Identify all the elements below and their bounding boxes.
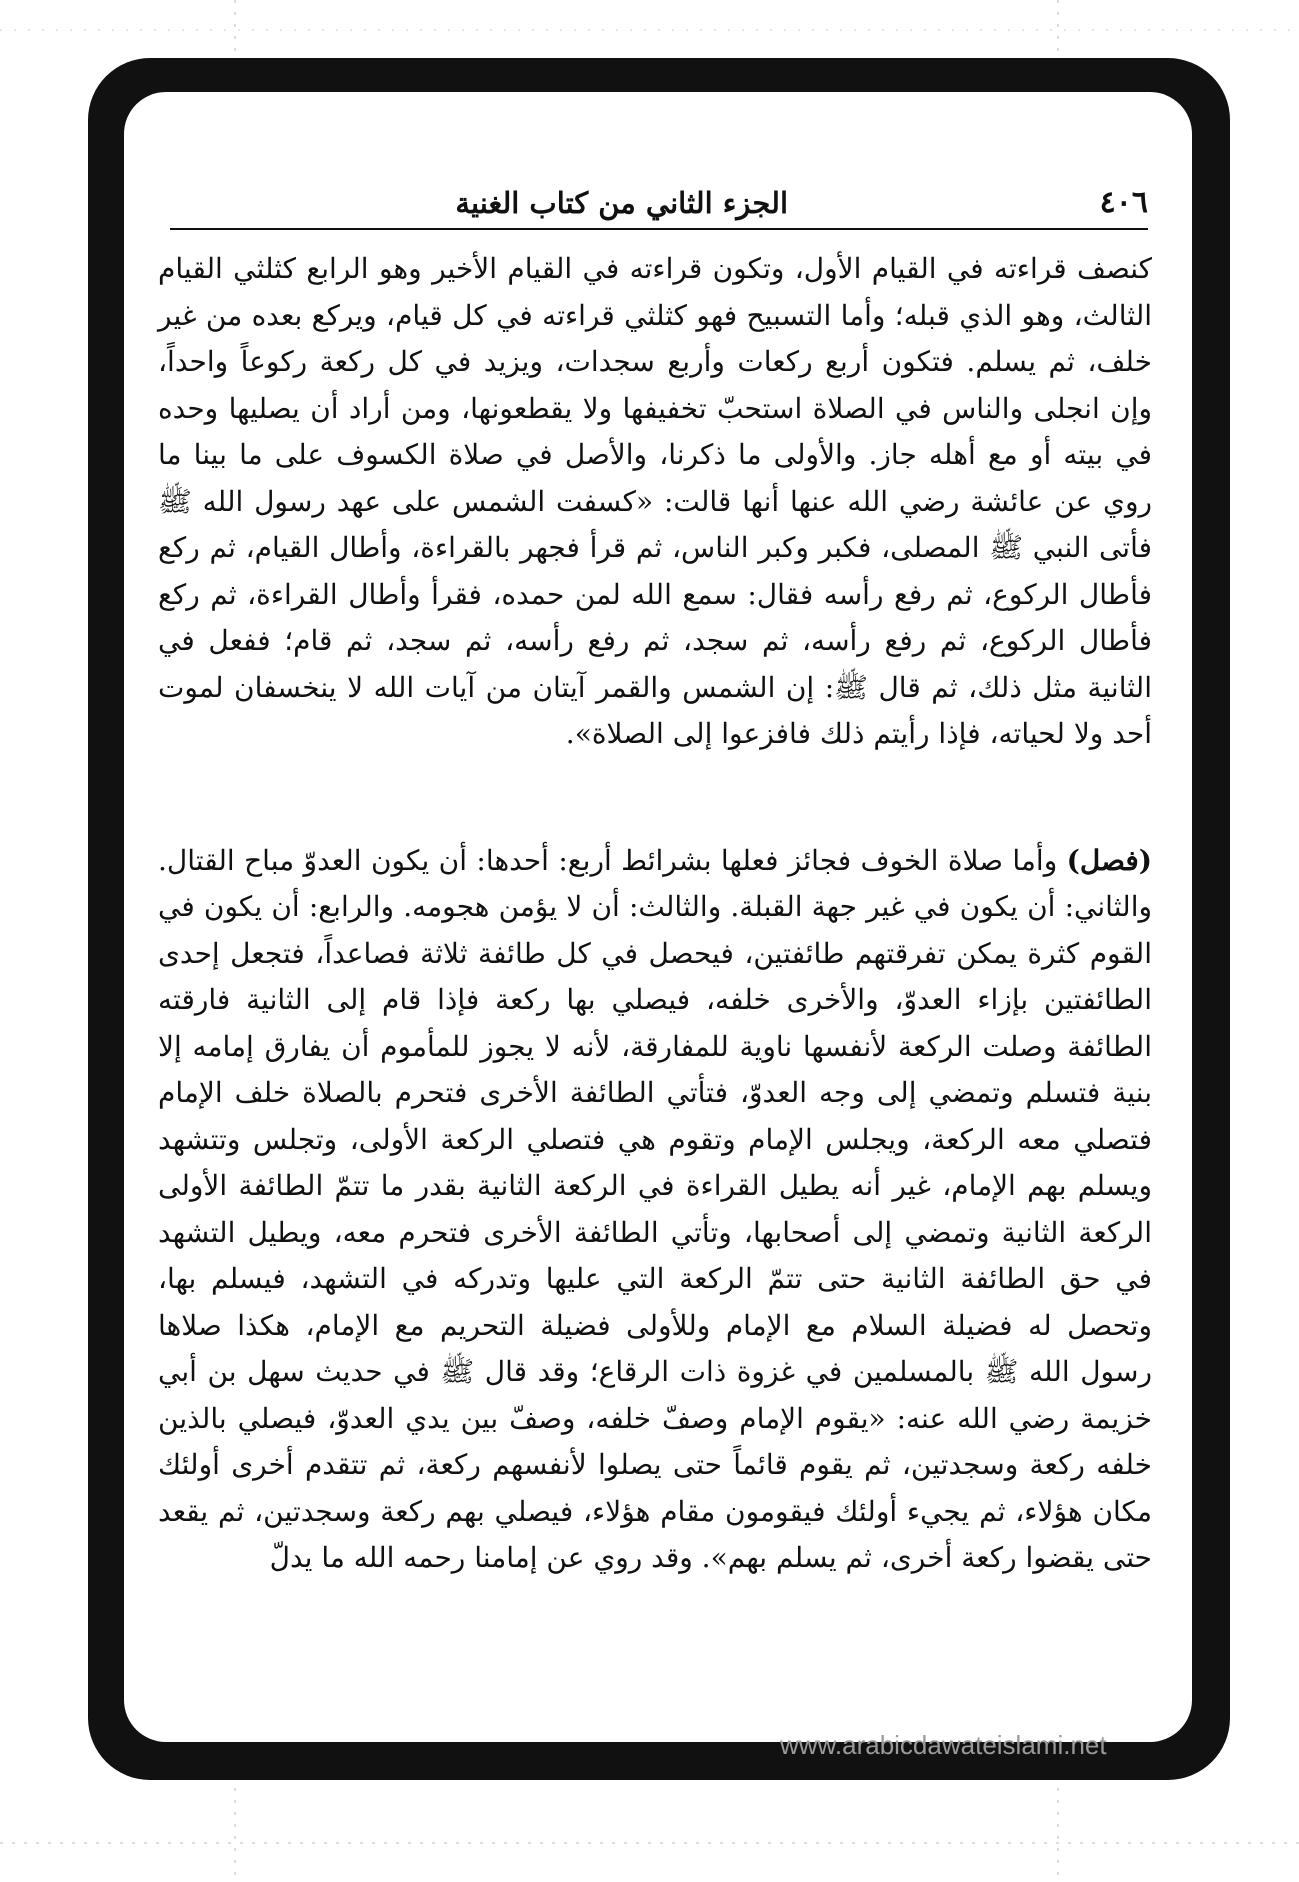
paragraph-fear-prayer	[158, 838, 1152, 1582]
page-number: ٤٠٦	[1099, 185, 1148, 220]
body-text	[158, 246, 1152, 1582]
running-title: الجزء الثاني من كتاب الغنية	[455, 186, 788, 220]
paragraph-fear-prayer-text: وأما صلاة الخوف فجائز فعلها بشرائط أربع: أحدها: أن يكون العدوّ مباح القتال. والثاني: أن يكون في غير جهة القبلة. والثالث: أن لا يؤمن هجومه. والرابع: أن يكون في القوم كثرة يمكن تفرقتهم طائفتين، فيحصل في كل طائفة ثلاثة فصاعداً، فتجعل إحدى الطائفتين بإزاء العدوّ، والأخرى خلفه، فيصلي بها ركعة فإذا قام إلى الثانية فارقته الطائفة وصلت الركعة لأنفسها ناوية للمفارقة، لأنه لا يجوز للمأموم أن يفارق إمامه إلا بنية فتسلم وتمضي إلى وجه العدوّ، فتأتي الطائفة الأخرى فتحرم بالصلاة خلف الإمام فتصلي معه الركعة، ويجلس الإمام وتقوم هي فتصلي الركعة الأولى، وتجلس وتتشهد ويسلم بهم الإمام، غير أنه يطيل القراءة في الركعة الثانية بقدر ما تتمّ الطائفة الأولى الركعة الثانية وتمضي إلى أصحابها، وتأتي الطائفة الأخرى فتحرم معه، ويطيل التشهد في حق الطائفة الثانية حتى تتمّ الركعة التي عليها وتدركه في التشهد، فيسلم بها، وتحصل له فضيلة السلام مع الإمام وللأولى فضيلة التحريم مع الإمام، هكذا صلاها رسول الله ﷺ بالمسلمين في غزوة ذات الرقاع؛ وقد قال ﷺ في حديث سهل بن أبي خزيمة رضي الله عنه: «يقوم الإمام وصفّ خلفه، وصفّ بين يدي العدوّ، فيصلي بالذين خلفه ركعة وسجدتين، ثم يقوم قائماً حتى يصلوا لأنفسهم ركعة، ثم تتقدم أخرى أولئك مكان هؤلاء، ثم يجيء أولئك فيقومون مقام هؤلاء، فيصلي بهم ركعة وسجدتين، ثم يقعد حتى يقضوا ركعة أخرى، ثم يسلم بهم». وقد روي عن إمامنا رحمه الله ما يدلّ	[158, 843, 1152, 1574]
section-label: (فصل)	[1066, 843, 1152, 877]
page-header	[170, 180, 1148, 230]
watermark: www.arabicdawateislami.net	[780, 1730, 1107, 1760]
paragraph-eclipse-prayer: كنصف قراءته في القيام الأول، وتكون قراءته في القيام الأخير وهو الرابع كثلثي القيام الثالث، وهو الذي قبله؛ وأما التسبيح فهو كثلثي قراءته في كل قيام، ويركع بعده من غير خلف، ثم يسلم. فتكون أربع ركعات وأربع سجدات، ويزيد في كل ركعة ركوعاً واحداً، وإن انجلى والناس في الصلاة استحبّ تخفيفها ولا يقطعونها، ومن أراد أن يصليها وحده في بيته أو مع أهله جاز. والأولى ما ذكرنا، والأصل في صلاة الكسوف على ما بينا ما روي عن عائشة رضي الله عنها أنها قالت: «كسفت الشمس على عهد رسول الله ﷺ فأتى النبي ﷺ المصلى، فكبر وكبر الناس، ثم قرأ فجهر بالقراءة، وأطال القيام، ثم ركع فأطال الركوع، ثم رفع رأسه فقال: سمع الله لمن حمده، فقرأ وأطال القراءة، ثم ركع فأطال الركوع، ثم رفع رأسه، ثم سجد، ثم رفع رأسه، ثم سجد، ثم قام؛ ففعل في الثانية مثل ذلك، ثم قال ﷺ: إن الشمس والقمر آيتان من آيات الله لا ينخسفان لموت أحد ولا لحياته، فإذا رأيتم ذلك فافزعوا إلى الصلاة».	[158, 252, 1153, 750]
